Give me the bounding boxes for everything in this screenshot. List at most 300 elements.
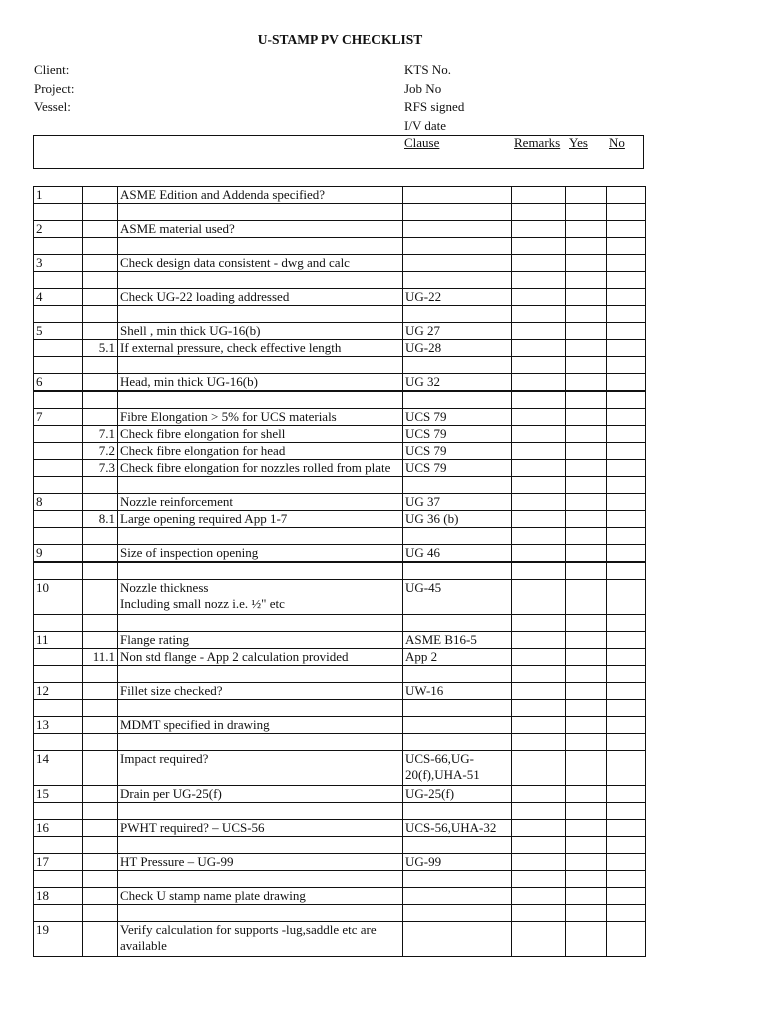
item-text: Check design data consistent - dwg and calc <box>120 255 350 270</box>
remarks-cell[interactable] <box>512 820 566 837</box>
sub-item-number: 11.1 <box>83 649 118 666</box>
remarks-cell[interactable] <box>512 854 566 871</box>
blank-row <box>34 306 646 323</box>
clause-cell: UG 36 (b) <box>403 511 512 528</box>
checklist-table <box>33 186 646 957</box>
item-cell <box>118 374 403 392</box>
remarks-cell[interactable] <box>512 683 566 700</box>
empty-cell <box>403 700 512 717</box>
empty-cell <box>512 803 566 820</box>
no-cell[interactable] <box>607 683 646 700</box>
no-cell[interactable] <box>607 494 646 511</box>
item-cell <box>118 187 403 204</box>
remarks-cell[interactable] <box>512 494 566 511</box>
no-cell[interactable] <box>607 187 646 204</box>
sub-item-number <box>83 289 118 306</box>
item-number: 6 <box>34 374 83 392</box>
item-number: 14 <box>34 751 83 786</box>
remarks-cell[interactable] <box>512 187 566 204</box>
yes-cell[interactable] <box>566 221 607 238</box>
empty-cell <box>118 803 403 820</box>
yes-cell[interactable] <box>566 340 607 357</box>
remarks-header: Remarks <box>514 135 561 150</box>
clause-cell: UG-28 <box>403 340 512 357</box>
blank-row <box>34 204 646 221</box>
item-cell <box>118 888 403 905</box>
sub-item-number: 7.2 <box>83 443 118 460</box>
item-number: 9 <box>34 545 83 563</box>
empty-cell <box>512 666 566 683</box>
item-number: 19 <box>34 922 83 957</box>
empty-cell <box>83 871 118 888</box>
checklist-row <box>34 374 646 392</box>
no-cell[interactable] <box>607 922 646 957</box>
empty-cell <box>34 204 83 221</box>
remarks-cell[interactable] <box>512 649 566 666</box>
clause-cell: UG-25(f) <box>403 786 512 803</box>
blank-row <box>34 837 646 854</box>
yes-cell[interactable] <box>566 922 607 957</box>
sub-item-number <box>83 854 118 871</box>
empty-cell <box>607 306 646 323</box>
empty-cell <box>118 477 403 494</box>
empty-cell <box>403 357 512 374</box>
no-cell[interactable] <box>607 340 646 357</box>
no-cell[interactable] <box>607 751 646 786</box>
checklist-row <box>34 922 646 957</box>
checklist-row <box>34 888 646 905</box>
item-cell <box>118 323 403 340</box>
yes-cell[interactable] <box>566 374 607 392</box>
no-cell[interactable] <box>607 221 646 238</box>
item-cell <box>118 255 403 272</box>
empty-cell <box>566 204 607 221</box>
remarks-cell[interactable] <box>512 289 566 306</box>
empty-cell <box>566 615 607 632</box>
remarks-cell[interactable] <box>512 632 566 649</box>
sub-item-number: 7.1 <box>83 426 118 443</box>
checklist-row <box>34 289 646 306</box>
item-text: ASME material used? <box>120 221 235 236</box>
yes-cell[interactable] <box>566 255 607 272</box>
item-cell <box>118 820 403 837</box>
empty-cell <box>83 615 118 632</box>
item-text: Nozzle reinforcement <box>120 494 233 509</box>
empty-cell <box>118 700 403 717</box>
blank-row <box>34 615 646 632</box>
remarks-cell[interactable] <box>512 460 566 477</box>
right-fields <box>404 61 464 135</box>
sub-item-number <box>83 187 118 204</box>
no-cell[interactable] <box>607 545 646 563</box>
checklist-row <box>34 221 646 238</box>
item-number: 11 <box>34 632 83 649</box>
item-cell <box>118 409 403 426</box>
yes-cell[interactable] <box>566 545 607 563</box>
empty-cell <box>34 837 83 854</box>
item-number: 4 <box>34 289 83 306</box>
empty-cell <box>607 734 646 751</box>
sub-item-number <box>83 255 118 272</box>
empty-cell <box>607 238 646 255</box>
remarks-cell[interactable] <box>512 409 566 426</box>
no-cell[interactable] <box>607 632 646 649</box>
empty-cell <box>566 357 607 374</box>
empty-cell <box>34 803 83 820</box>
kts-no-label: KTS No. <box>404 62 451 77</box>
remarks-cell[interactable] <box>512 717 566 734</box>
empty-cell <box>118 391 403 409</box>
empty-cell <box>607 615 646 632</box>
no-cell[interactable] <box>607 580 646 615</box>
checklist-row <box>34 580 646 615</box>
no-cell[interactable] <box>607 426 646 443</box>
item-cell <box>118 426 403 443</box>
remarks-cell[interactable] <box>512 511 566 528</box>
yes-cell[interactable] <box>566 511 607 528</box>
blank-row <box>34 238 646 255</box>
item-number: 16 <box>34 820 83 837</box>
blank-row <box>34 562 646 580</box>
remarks-cell[interactable] <box>512 374 566 392</box>
item-text: PWHT required? – UCS-56 <box>120 820 265 835</box>
clause-cell: UG 27 <box>403 323 512 340</box>
item-number: 10 <box>34 580 83 615</box>
empty-cell <box>83 204 118 221</box>
empty-cell <box>83 357 118 374</box>
clause-cell: UCS 79 <box>403 443 512 460</box>
clause-cell: UG 32 <box>403 374 512 392</box>
sub-item-number <box>83 374 118 392</box>
item-text: Check fibre elongation for nozzles rolled from plate <box>120 460 391 475</box>
item-cell <box>118 717 403 734</box>
empty-cell <box>607 391 646 409</box>
empty-cell <box>83 477 118 494</box>
remarks-cell[interactable] <box>512 443 566 460</box>
yes-cell[interactable] <box>566 888 607 905</box>
remarks-cell[interactable] <box>512 340 566 357</box>
blank-row <box>34 871 646 888</box>
iv-date-label: I/V date <box>404 117 446 133</box>
item-text: If external pressure, check effective length <box>120 340 342 355</box>
checklist-row <box>34 854 646 871</box>
clause-cell <box>403 221 512 238</box>
empty-cell <box>34 306 83 323</box>
empty-cell <box>566 528 607 545</box>
item-text: Shell , min thick UG-16(b) <box>120 323 261 338</box>
empty-cell <box>118 615 403 632</box>
yes-cell[interactable] <box>566 426 607 443</box>
clause-cell: App 2 <box>403 649 512 666</box>
empty-cell <box>607 803 646 820</box>
empty-cell <box>512 272 566 289</box>
sub-item-number <box>83 580 118 615</box>
sub-item-number <box>83 221 118 238</box>
empty-cell <box>607 666 646 683</box>
item-text: ASME Edition and Addenda specified? <box>120 187 326 202</box>
empty-cell <box>83 391 118 409</box>
no-cell[interactable] <box>607 888 646 905</box>
item-cell <box>118 460 403 477</box>
empty-cell <box>403 666 512 683</box>
item-number: 12 <box>34 683 83 700</box>
yes-cell[interactable] <box>566 494 607 511</box>
remarks-cell[interactable] <box>512 221 566 238</box>
no-cell[interactable] <box>607 289 646 306</box>
empty-cell <box>34 272 83 289</box>
item-text: Fillet size checked? <box>120 683 223 698</box>
clause-cell: UG-45 <box>403 580 512 615</box>
empty-cell <box>512 734 566 751</box>
sub-item-number <box>83 820 118 837</box>
yes-cell[interactable] <box>566 854 607 871</box>
empty-cell <box>118 666 403 683</box>
item-number: 15 <box>34 786 83 803</box>
item-cell <box>118 221 403 238</box>
item-number <box>34 511 83 528</box>
empty-cell <box>118 306 403 323</box>
clause-cell: UCS 79 <box>403 426 512 443</box>
empty-cell <box>512 615 566 632</box>
empty-cell <box>512 477 566 494</box>
blank-row <box>34 905 646 922</box>
no-header: No <box>609 135 625 150</box>
empty-cell <box>403 562 512 580</box>
clause-cell <box>403 255 512 272</box>
no-cell[interactable] <box>607 460 646 477</box>
checklist-row <box>34 786 646 803</box>
no-cell[interactable] <box>607 717 646 734</box>
empty-cell <box>512 528 566 545</box>
yes-cell[interactable] <box>566 786 607 803</box>
item-cell <box>118 786 403 803</box>
empty-cell <box>512 306 566 323</box>
yes-cell[interactable] <box>566 323 607 340</box>
item-text-line2: Including small nozz i.e. ½" etc <box>120 596 285 611</box>
empty-cell <box>34 357 83 374</box>
item-text: Drain per UG-25(f) <box>120 786 222 801</box>
checklist-row <box>34 409 646 426</box>
remarks-cell[interactable] <box>512 922 566 957</box>
empty-cell <box>512 357 566 374</box>
rfs-signed-label: RFS signed <box>404 99 465 114</box>
clause-cell: UCS-66,UG-20(f),UHA-51 <box>403 751 512 786</box>
empty-cell <box>34 477 83 494</box>
item-number: 2 <box>34 221 83 238</box>
empty-cell <box>512 905 566 922</box>
remarks-cell[interactable] <box>512 323 566 340</box>
no-cell[interactable] <box>607 255 646 272</box>
no-cell[interactable] <box>607 374 646 392</box>
remarks-cell[interactable] <box>512 426 566 443</box>
empty-cell <box>566 562 607 580</box>
item-text: MDMT specified in drawing <box>120 717 270 732</box>
empty-cell <box>83 562 118 580</box>
yes-cell[interactable] <box>566 580 607 615</box>
item-text: Check UG-22 loading addressed <box>120 289 290 304</box>
empty-cell <box>34 528 83 545</box>
no-cell[interactable] <box>607 649 646 666</box>
clause-cell: UG 46 <box>403 545 512 563</box>
item-number: 5 <box>34 323 83 340</box>
item-text: Head, min thick UG-16(b) <box>120 374 258 389</box>
yes-cell[interactable] <box>566 187 607 204</box>
yes-cell[interactable] <box>566 409 607 426</box>
clause-cell: UG-22 <box>403 289 512 306</box>
empty-cell <box>118 528 403 545</box>
yes-cell[interactable] <box>566 820 607 837</box>
empty-cell <box>512 238 566 255</box>
item-number: 1 <box>34 187 83 204</box>
empty-cell <box>512 562 566 580</box>
empty-cell <box>34 238 83 255</box>
empty-cell <box>512 837 566 854</box>
checklist-row <box>34 511 646 528</box>
empty-cell <box>118 905 403 922</box>
yes-cell[interactable] <box>566 649 607 666</box>
empty-cell <box>83 905 118 922</box>
empty-cell <box>566 306 607 323</box>
empty-cell <box>34 391 83 409</box>
empty-cell <box>566 837 607 854</box>
checklist-row <box>34 820 646 837</box>
clause-cell: UW-16 <box>403 683 512 700</box>
empty-cell <box>118 562 403 580</box>
clause-cell: UCS 79 <box>403 409 512 426</box>
yes-cell[interactable] <box>566 751 607 786</box>
no-cell[interactable] <box>607 786 646 803</box>
empty-cell <box>403 905 512 922</box>
yes-cell[interactable] <box>566 443 607 460</box>
yes-cell[interactable] <box>566 717 607 734</box>
clause-cell <box>403 187 512 204</box>
item-cell <box>118 289 403 306</box>
blank-row <box>34 357 646 374</box>
checklist-row <box>34 255 646 272</box>
sub-item-number <box>83 409 118 426</box>
project-label: Project: <box>34 80 75 96</box>
empty-cell <box>118 238 403 255</box>
item-cell <box>118 751 403 786</box>
no-cell[interactable] <box>607 443 646 460</box>
empty-cell <box>607 272 646 289</box>
sub-item-number <box>83 683 118 700</box>
remarks-cell[interactable] <box>512 786 566 803</box>
empty-cell <box>512 391 566 409</box>
remarks-cell[interactable] <box>512 580 566 615</box>
item-number: 7 <box>34 409 83 426</box>
empty-cell <box>34 734 83 751</box>
blank-row <box>34 391 646 409</box>
item-number: 13 <box>34 717 83 734</box>
item-number <box>34 460 83 477</box>
empty-cell <box>118 734 403 751</box>
item-text: HT Pressure – UG-99 <box>120 854 234 869</box>
empty-cell <box>512 871 566 888</box>
item-text: Verify calculation for supports -lug,saddle etc are available <box>120 922 377 953</box>
item-text: Fibre Elongation > 5% for UCS materials <box>120 409 337 424</box>
empty-cell <box>118 272 403 289</box>
empty-cell <box>403 528 512 545</box>
empty-cell <box>403 204 512 221</box>
item-number: 18 <box>34 888 83 905</box>
no-cell[interactable] <box>607 820 646 837</box>
yes-cell[interactable] <box>566 460 607 477</box>
no-cell[interactable] <box>607 323 646 340</box>
clause-cell: UCS-56,UHA-32 <box>403 820 512 837</box>
item-number: 17 <box>34 854 83 871</box>
item-text: Impact required? <box>120 751 209 766</box>
empty-cell <box>83 666 118 683</box>
empty-cell <box>403 238 512 255</box>
item-text: Check U stamp name plate drawing <box>120 888 306 903</box>
empty-cell <box>566 734 607 751</box>
empty-cell <box>512 204 566 221</box>
no-cell[interactable] <box>607 409 646 426</box>
yes-cell[interactable] <box>566 289 607 306</box>
empty-cell <box>83 238 118 255</box>
empty-cell <box>118 871 403 888</box>
remarks-cell[interactable] <box>512 888 566 905</box>
empty-cell <box>34 666 83 683</box>
clause-cell <box>403 888 512 905</box>
no-cell[interactable] <box>607 854 646 871</box>
item-number <box>34 340 83 357</box>
remarks-cell[interactable] <box>512 255 566 272</box>
empty-cell <box>607 562 646 580</box>
clause-cell: UG 37 <box>403 494 512 511</box>
vessel-label: Vessel: <box>34 99 71 114</box>
blank-row <box>34 528 646 545</box>
remarks-cell[interactable] <box>512 545 566 563</box>
item-cell <box>118 683 403 700</box>
yes-cell[interactable] <box>566 632 607 649</box>
item-cell <box>118 443 403 460</box>
blank-row <box>34 477 646 494</box>
empty-cell <box>83 803 118 820</box>
empty-cell <box>118 204 403 221</box>
sub-item-number <box>83 632 118 649</box>
sub-item-number: 5.1 <box>83 340 118 357</box>
empty-cell <box>34 562 83 580</box>
item-text: Non std flange - App 2 calculation provided <box>120 649 349 664</box>
empty-cell <box>566 871 607 888</box>
empty-cell <box>566 905 607 922</box>
yes-cell[interactable] <box>566 683 607 700</box>
blank-row <box>34 734 646 751</box>
empty-cell <box>566 803 607 820</box>
empty-cell <box>403 837 512 854</box>
item-text: Check fibre elongation for shell <box>120 426 286 441</box>
empty-cell <box>83 700 118 717</box>
empty-cell <box>607 204 646 221</box>
empty-cell <box>607 700 646 717</box>
item-cell <box>118 580 403 615</box>
empty-cell <box>83 734 118 751</box>
remarks-cell[interactable] <box>512 751 566 786</box>
item-number <box>34 443 83 460</box>
empty-cell <box>403 803 512 820</box>
clause-cell <box>403 922 512 957</box>
sub-item-number <box>83 888 118 905</box>
item-text: Flange rating <box>120 632 189 647</box>
empty-cell <box>34 871 83 888</box>
blank-row <box>34 272 646 289</box>
no-cell[interactable] <box>607 511 646 528</box>
empty-cell <box>512 700 566 717</box>
checklist-row <box>34 494 646 511</box>
empty-cell <box>566 391 607 409</box>
